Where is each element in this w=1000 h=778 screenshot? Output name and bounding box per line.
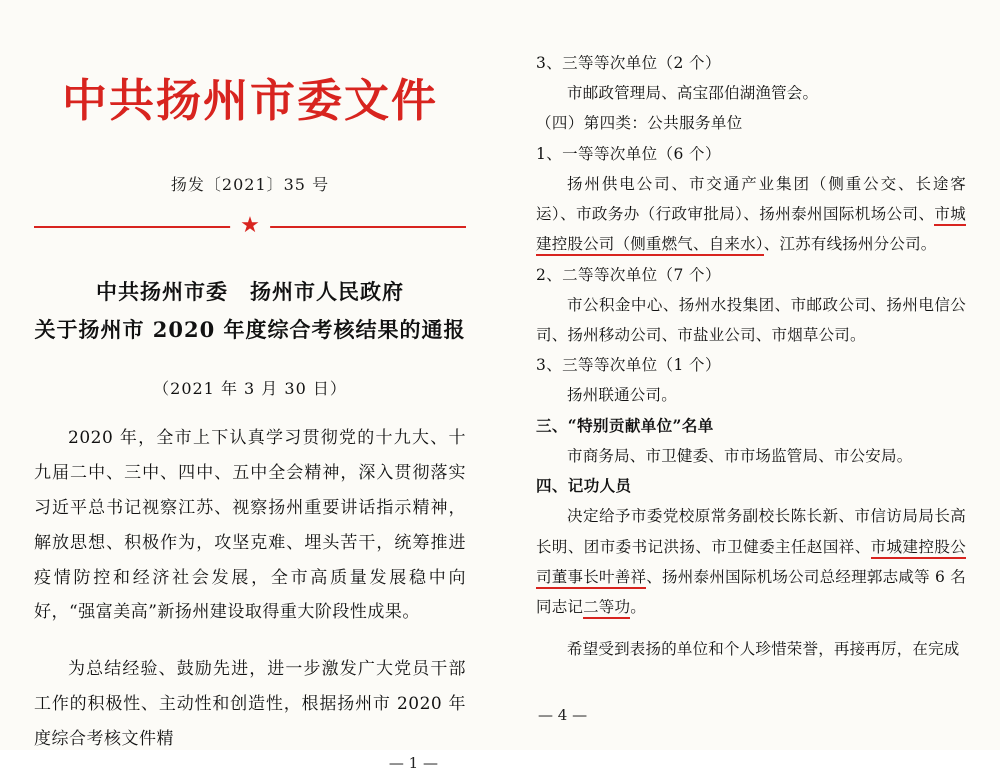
list-item: 扬州联通公司。 — [567, 386, 677, 405]
merit-text-after: 、扬州泰州国际机场公司总经理郭志咸等 6 名同志记 — [536, 567, 967, 616]
list-item: 2、二等等次单位（7 个） — [536, 265, 721, 284]
left-page — [0, 0, 500, 772]
highlighted-entity-2: 市城建控股公司董事长叶善祥 — [536, 538, 966, 589]
red-rule-with-star — [34, 213, 466, 239]
left-page-number: — 1 — — [388, 754, 438, 772]
merit-text-before: 决定给予市委党校原常务副校长陈长新、市信访局局长高长明、团市委书记洪扬、市卫健委主任赵国祥、 — [536, 507, 966, 556]
list-item: 市商务局、市卫健委、市市场监管局、市公安局。 — [567, 446, 913, 465]
list-item — [536, 169, 966, 260]
merit-paragraph — [536, 501, 966, 622]
closing-paragraph: 希望受到表扬的单位和个人珍惜荣誉，再接再厉，在完成 — [567, 640, 960, 659]
right-page — [500, 0, 1000, 750]
left-page-content — [34, 76, 466, 778]
paragraph-text: 扬州供电公司、市交通产业集团（侧重公交、长途客运）、市政务办（行政审批局）、扬州泰州国际机场公司、 — [536, 174, 966, 224]
paragraph-text-tail: 、江苏有线扬州分公司。 — [763, 235, 937, 254]
right-page-number: — 4 — — [538, 706, 588, 724]
document-number: 扬发〔2021〕35 号 — [170, 174, 330, 194]
section-heading-three: 三、“特别贡献单位”名单 — [536, 415, 714, 435]
list-item: （四）第四类：公共服务单位 — [536, 114, 743, 133]
document-title-line-2: 关于扬州市 2020 年度综合考核结果的通报 — [34, 317, 466, 343]
list-item: 1、一等等次单位（6 个） — [536, 144, 721, 163]
highlighted-entity-1: 市城建控股公司（侧重燃气、自来水） — [536, 205, 966, 256]
body-paragraph-2: 为总结经验、鼓励先进，进一步激发广大党员干部工作的积极性、主动性和创造性，根据扬州市 2020 年度综合考核文件精 — [34, 659, 466, 749]
highlighted-entity-3: 二等功 — [583, 598, 630, 619]
red-star-icon: ★ — [230, 215, 270, 237]
body-paragraph-1: 2020 年，全市上下认真学习贯彻党的十九大、十九届二中、三中、四中、五中全会精神，深入贯彻落实习近平总书记视察江苏、视察扬州重要讲话指示精神，解放思想、积极作为，攻坚克难、埋头苦干，统筹推进疫情防控和经济社会发展，全市高质量发展稳中向好，“强富美高”新扬州建设取得重大阶段性成果。 — [34, 428, 466, 623]
list-item: 3、三等等次单位（1 个） — [536, 356, 721, 375]
document-title-line-1: 中共扬州市委 扬州市人民政府 — [96, 278, 404, 304]
section-heading-four: 四、记功人员 — [536, 476, 632, 496]
list-item: 市公积金中心、扬州水投集团、市邮政公司、扬州电信公司、扬州移动公司、市盐业公司、市烟草公司。 — [536, 295, 966, 344]
page-title — [34, 273, 466, 351]
list-item: 市邮政管理局、高宝邵伯湖渔管会。 — [567, 84, 819, 103]
right-page-content — [536, 48, 966, 730]
list-item: 3、三等等次单位（2 个） — [536, 54, 721, 72]
merit-text-tail: 。 — [630, 597, 646, 616]
document-masthead: 中共扬州市委文件 — [61, 74, 438, 127]
document-date: （2021 年 3 月 30 日） — [153, 379, 347, 399]
